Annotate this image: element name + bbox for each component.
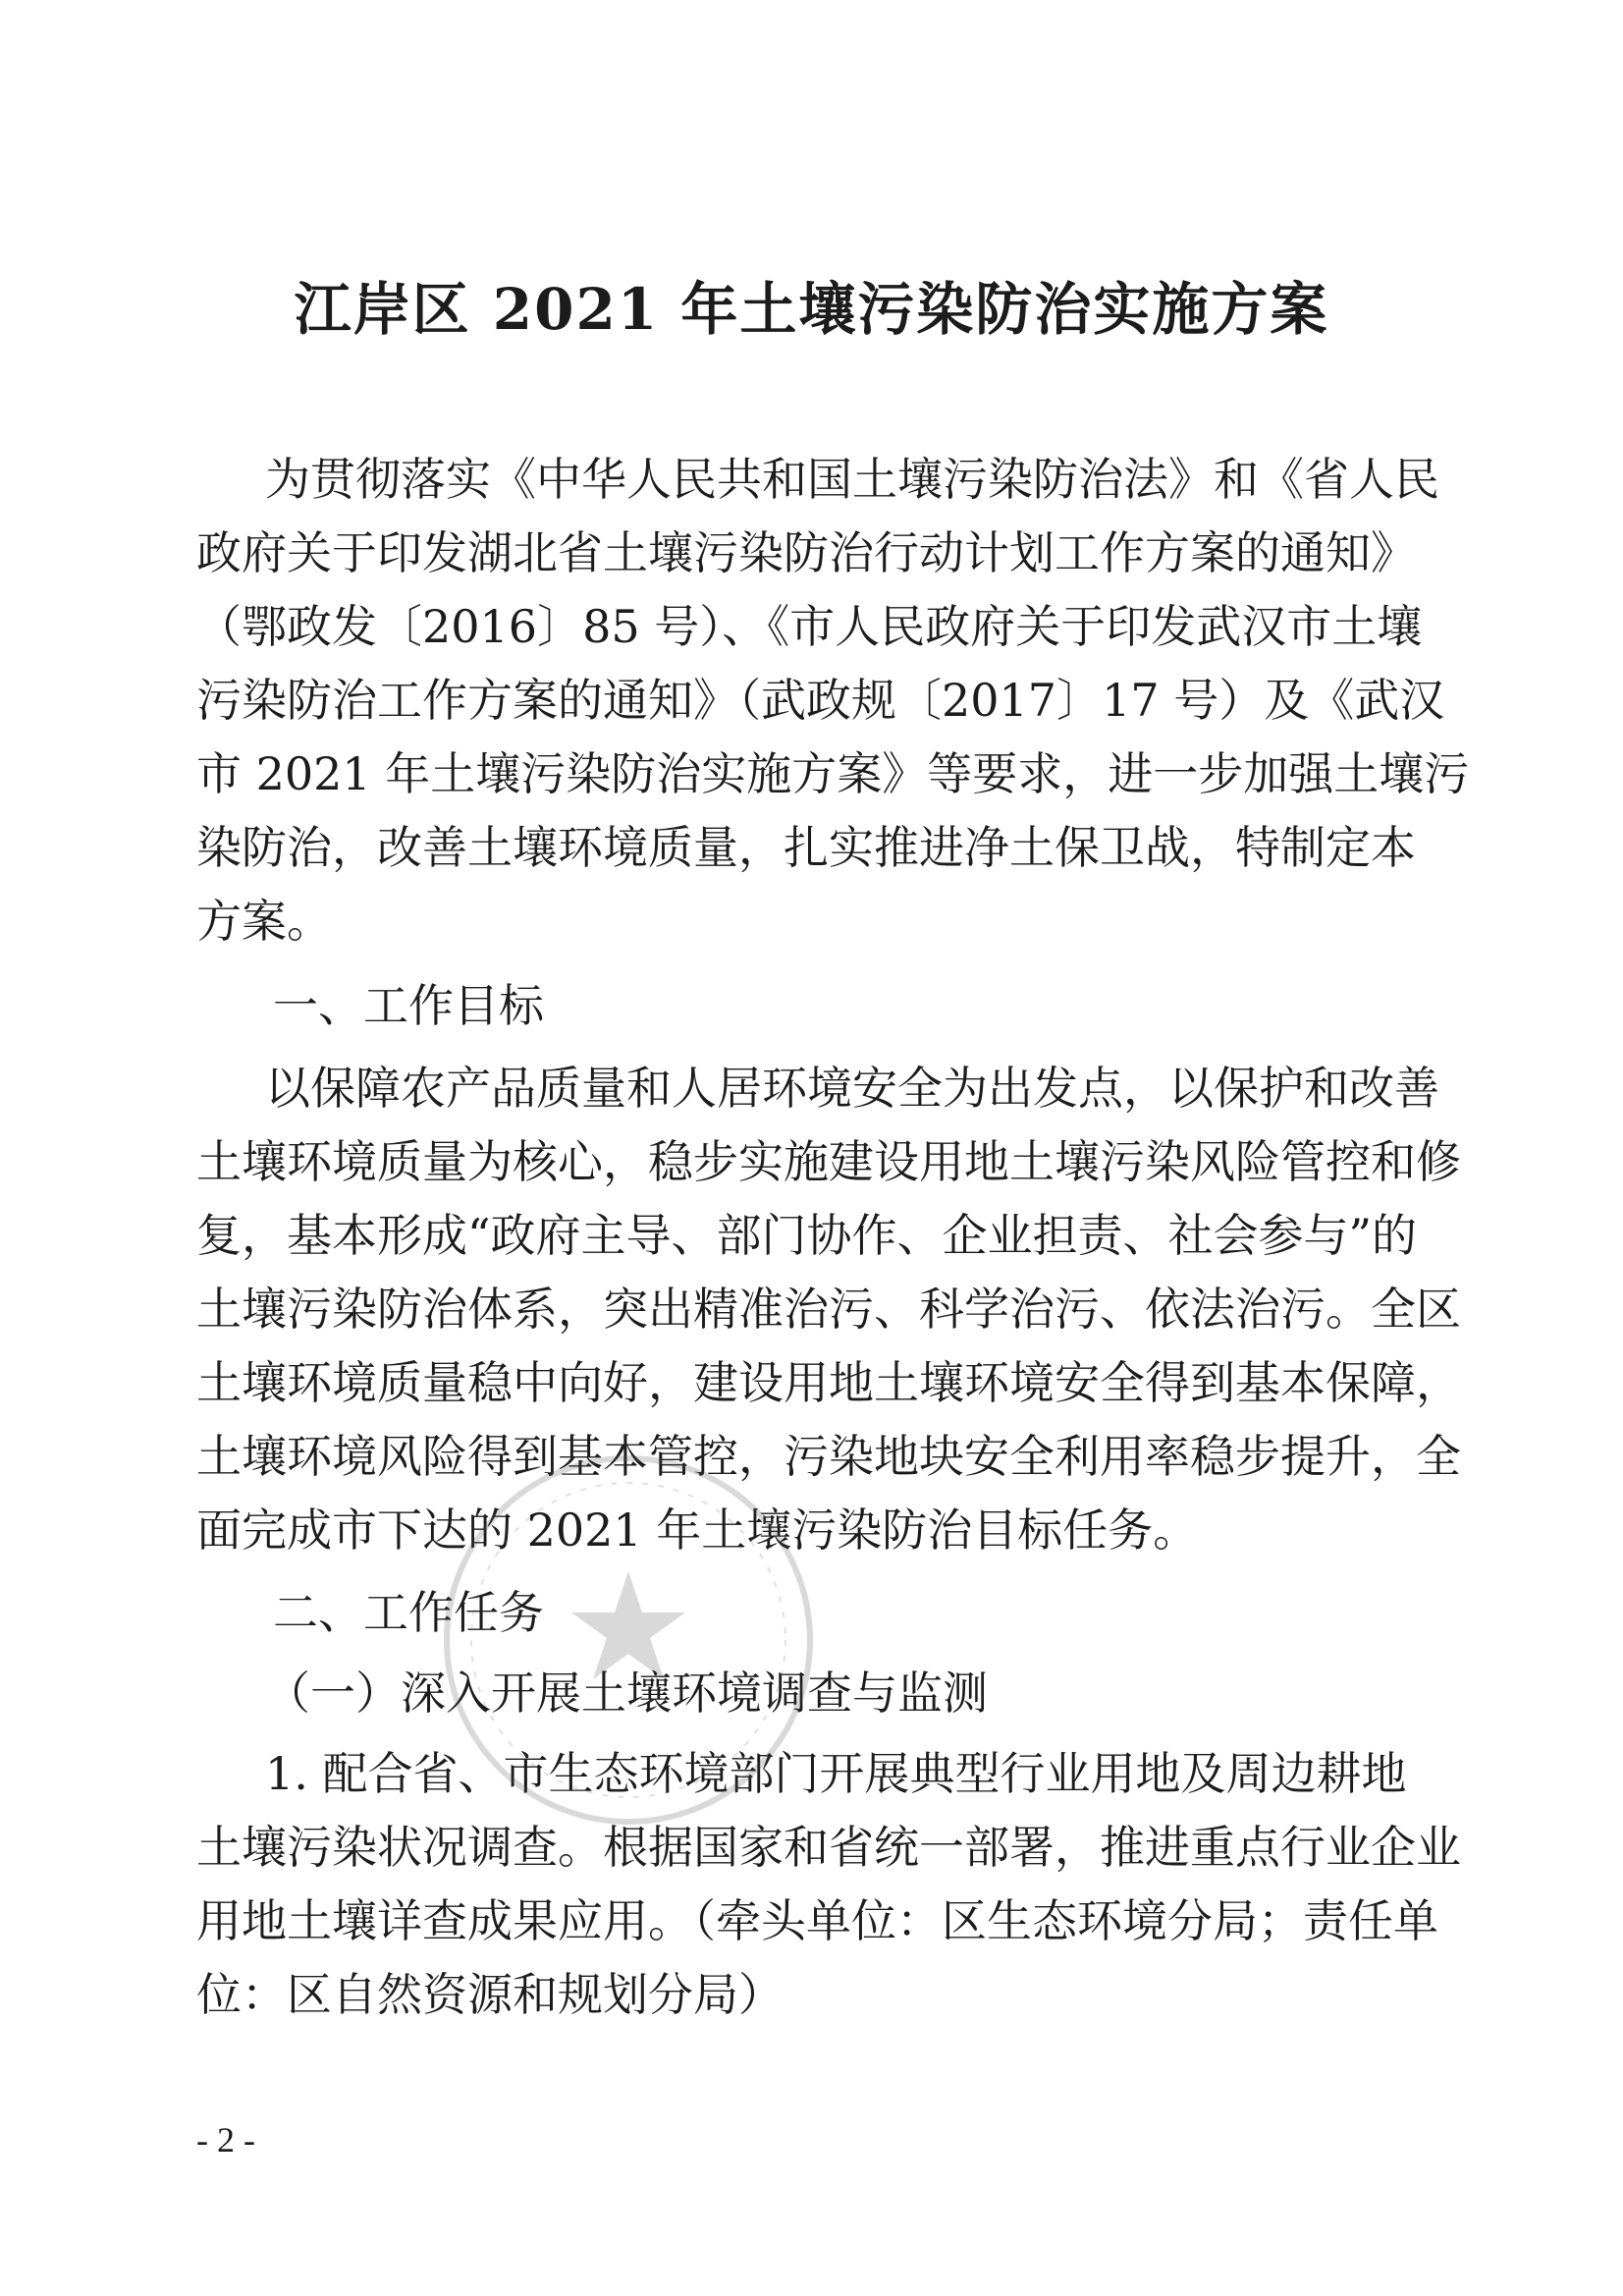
intro-line: 染防治，改善土壤环境质量，扎实推进净土保卫战，特制定本	[196, 821, 1416, 874]
goals-line: 复，基本形成“政府主导、部门协作、企业担责、社会参与”的	[196, 1209, 1418, 1262]
item-line: 用地土壤详查成果应用。（牵头单位：区生态环境分局；责任单	[196, 1894, 1438, 1947]
intro-line: 为贯彻落实《中华人民共和国土壤污染防治法》和《省人民	[265, 453, 1439, 506]
item-line: 1. 配合省、市生态环境部门开展典型行业用地及周边耕地	[265, 1747, 1407, 1800]
subsection-heading-survey: （一）深入开展土壤环境调查与监测	[265, 1667, 988, 1720]
page-number: - 2 -	[196, 2120, 255, 2159]
intro-line: （鄂政发〔2016〕85 号）、《市人民政府关于印发武汉市土壤	[196, 600, 1423, 653]
item-line: 位：区自然资源和规划分局）	[196, 1968, 784, 2021]
goals-line: 土壤环境风险得到基本管控，污染地块安全利用率稳步提升，全	[196, 1430, 1461, 1483]
intro-line: 污染防治工作方案的通知》（武政规〔2017〕17 号）及《武汉	[196, 674, 1445, 727]
goals-line: 土壤污染防治体系，突出精准治污、科学治污、依法治污。全区	[196, 1283, 1461, 1336]
section-heading-goals: 一、工作目标	[273, 979, 544, 1032]
intro-line: 市 2021 年土壤污染防治实施方案》等要求，进一步加强土壤污	[196, 747, 1470, 800]
goals-line: 土壤环境质量为核心，稳步实施建设用地土壤污染风险管控和修	[196, 1135, 1461, 1188]
intro-line: 方案。	[196, 895, 332, 948]
goals-line: 土壤环境质量稳中向好，建设用地土壤环境安全得到基本保障，	[196, 1356, 1461, 1409]
section-heading-tasks: 二、工作任务	[273, 1586, 544, 1639]
goals-line: 以保障农产品质量和人居环境安全为出发点，以保护和改善	[265, 1062, 1439, 1115]
intro-line: 政府关于印发湖北省土壤污染防治行动计划工作方案的通知》	[196, 526, 1416, 579]
document-title: 江岸区 2021 年土壤污染防治实施方案	[294, 276, 1329, 343]
item-line: 土壤污染状况调查。根据国家和省统一部署，推进重点行业企业	[196, 1821, 1461, 1874]
goals-line: 面完成市下达的 2021 年土壤污染防治目标任务。	[196, 1503, 1199, 1557]
